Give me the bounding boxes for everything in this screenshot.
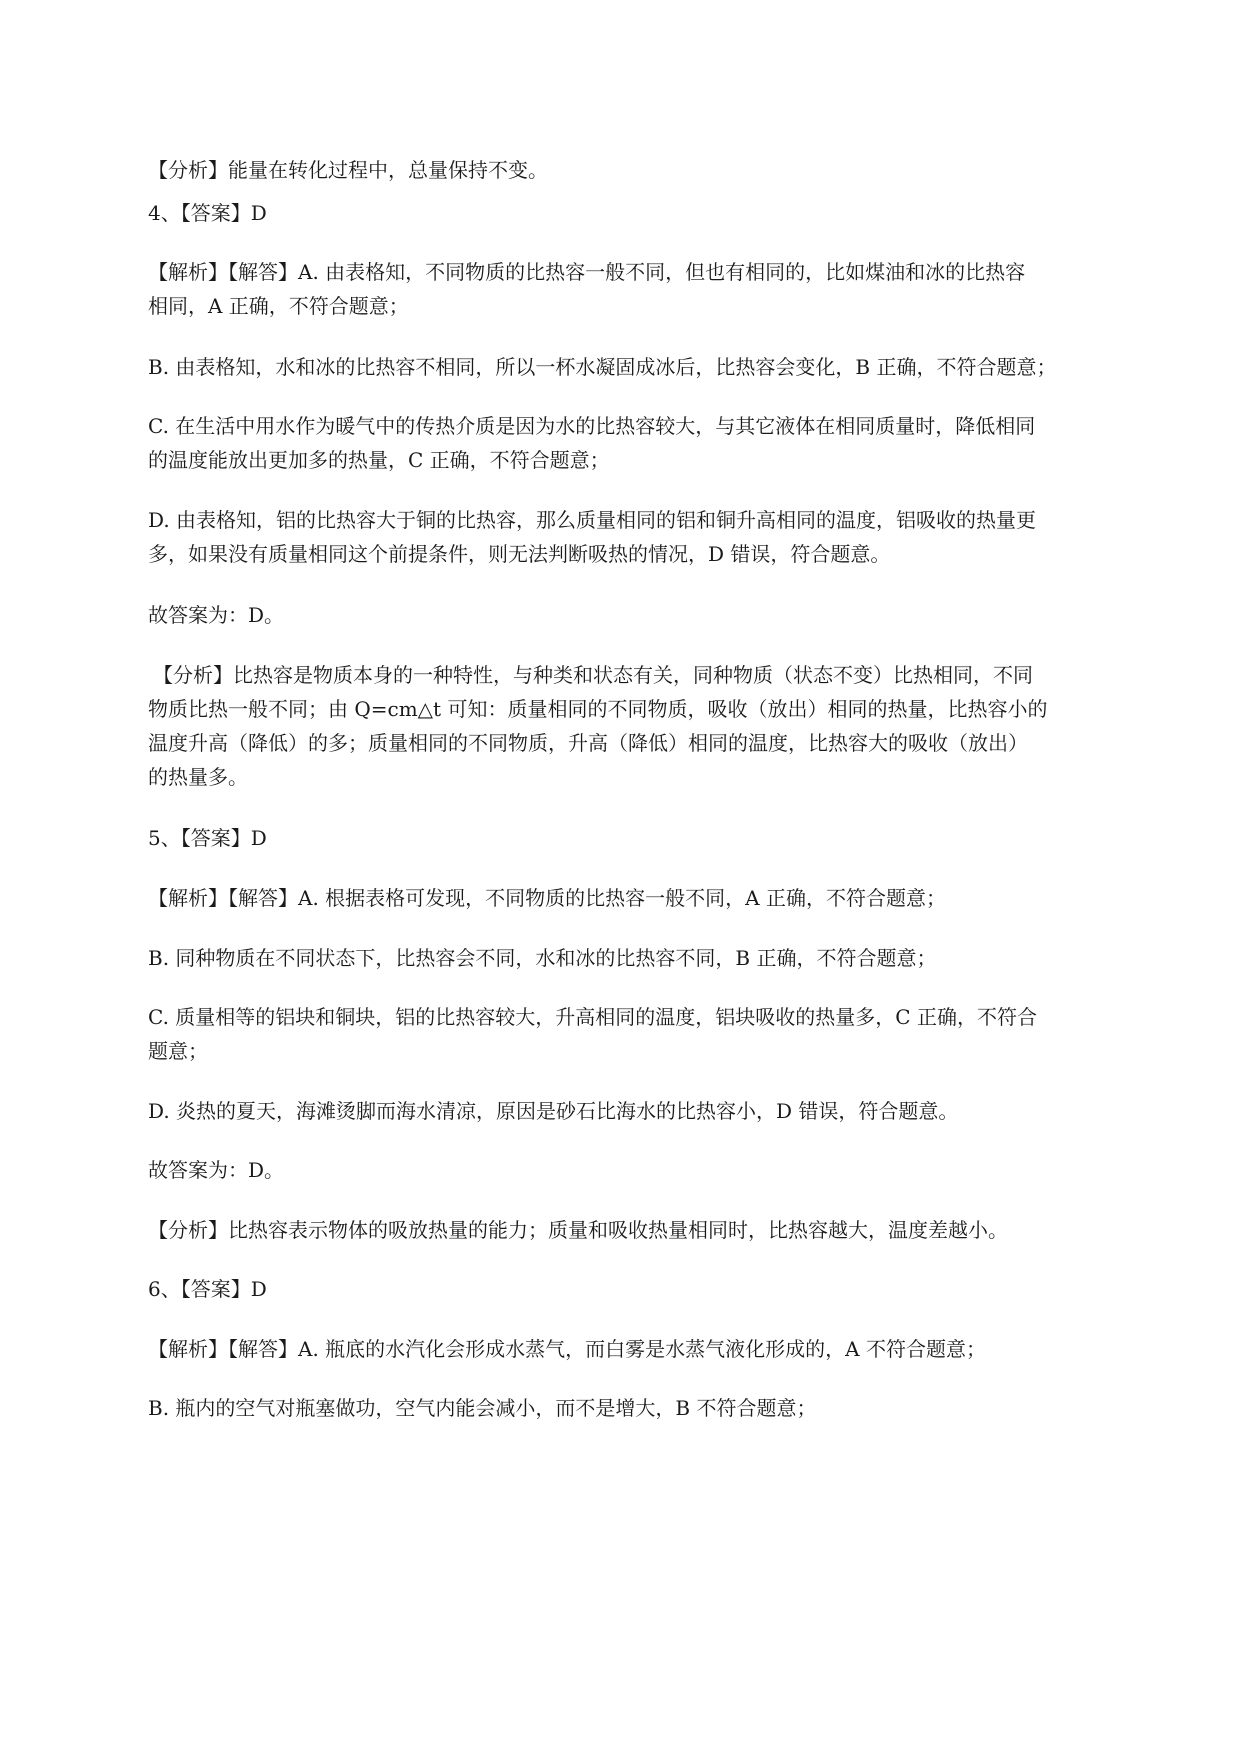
explanation-4-option-b: B. 由表格知，水和冰的比热容不相同，所以一杯水凝固成冰后，比热容会变化，B 正确，不符合题意； — [148, 355, 1057, 379]
analysis-4-line-4: 的热量多。 — [148, 765, 248, 789]
analysis-4-line-3: 温度升高（降低）的多；质量相同的不同物质，升高（降低）相同的温度，比热容大的吸收（放出） — [148, 731, 1028, 755]
explanation-4-line-2: 相同，A 正确，不符合题意； — [148, 294, 409, 318]
analysis-4-line-2: 物质比热一般不同；由 Q=cm△t 可知：质量相同的不同物质，吸收（放出）相同的热量，比热容小的 — [148, 697, 1048, 721]
explanation-5-option-c-line-1: C. 质量相等的铝块和铜块，铝的比热容较大，升高相同的温度，铝块吸收的热量多，C 正确，不符合 — [148, 1005, 1037, 1029]
conclusion-5: 故答案为：D。 — [148, 1158, 285, 1182]
explanation-4-option-c-line-2: 的温度能放出更加多的热量，C 正确，不符合题意； — [148, 448, 610, 472]
answer-5-heading: 5、【答案】D — [148, 826, 267, 850]
analysis-3: 【分析】能量在转化过程中，总量保持不变。 — [148, 158, 548, 182]
explanation-4-option-d-line-1: D. 由表格知，铝的比热容大于铜的比热容，那么质量相同的铝和铜升高相同的温度，铝吸收的热量更 — [148, 508, 1037, 532]
explanation-6-option-b: B. 瓶内的空气对瓶塞做功，空气内能会减小，而不是增大，B 不符合题意； — [148, 1396, 817, 1420]
explanation-5-option-a: 【解析】【解答】A. 根据表格可发现，不同物质的比热容一般不同，A 正确，不符合题意； — [148, 886, 946, 910]
explanation-5-option-d: D. 炎热的夏天，海滩烫脚而海水清凉，原因是砂石比海水的比热容小，D 错误，符合题意。 — [148, 1099, 959, 1123]
explanation-4-option-d-line-2: 多，如果没有质量相同这个前提条件，则无法判断吸热的情况，D 错误，符合题意。 — [148, 542, 891, 566]
analysis-4-line-1: 【分析】比热容是物质本身的一种特性，与种类和状态有关，同种物质（状态不变）比热相同，不同 — [153, 663, 1033, 687]
explanation-4-option-c-line-1: C. 在生活中用水作为暖气中的传热介质是因为水的比热容较大，与其它液体在相同质量时，降低相同 — [148, 414, 1036, 438]
explanation-5-option-b: B. 同种物质在不同状态下，比热容会不同，水和冰的比热容不同，B 正确，不符合题意； — [148, 946, 937, 970]
explanation-4-line-1: 【解析】【解答】A. 由表格知，不同物质的比热容一般不同，但也有相同的，比如煤油和冰的比热容 — [148, 260, 1026, 284]
answer-4-heading: 4、【答案】D — [148, 201, 267, 225]
conclusion-4: 故答案为：D。 — [148, 603, 285, 627]
explanation-6-option-a: 【解析】【解答】A. 瓶底的水汽化会形成水蒸气，而白雾是水蒸气液化形成的，A 不符合题意； — [148, 1337, 986, 1361]
explanation-5-option-c-line-2: 题意； — [148, 1039, 208, 1063]
analysis-5: 【分析】比热容表示物体的吸放热量的能力；质量和吸收热量相同时，比热容越大，温度差越小。 — [148, 1218, 1008, 1242]
answer-6-heading: 6、【答案】D — [148, 1277, 267, 1301]
